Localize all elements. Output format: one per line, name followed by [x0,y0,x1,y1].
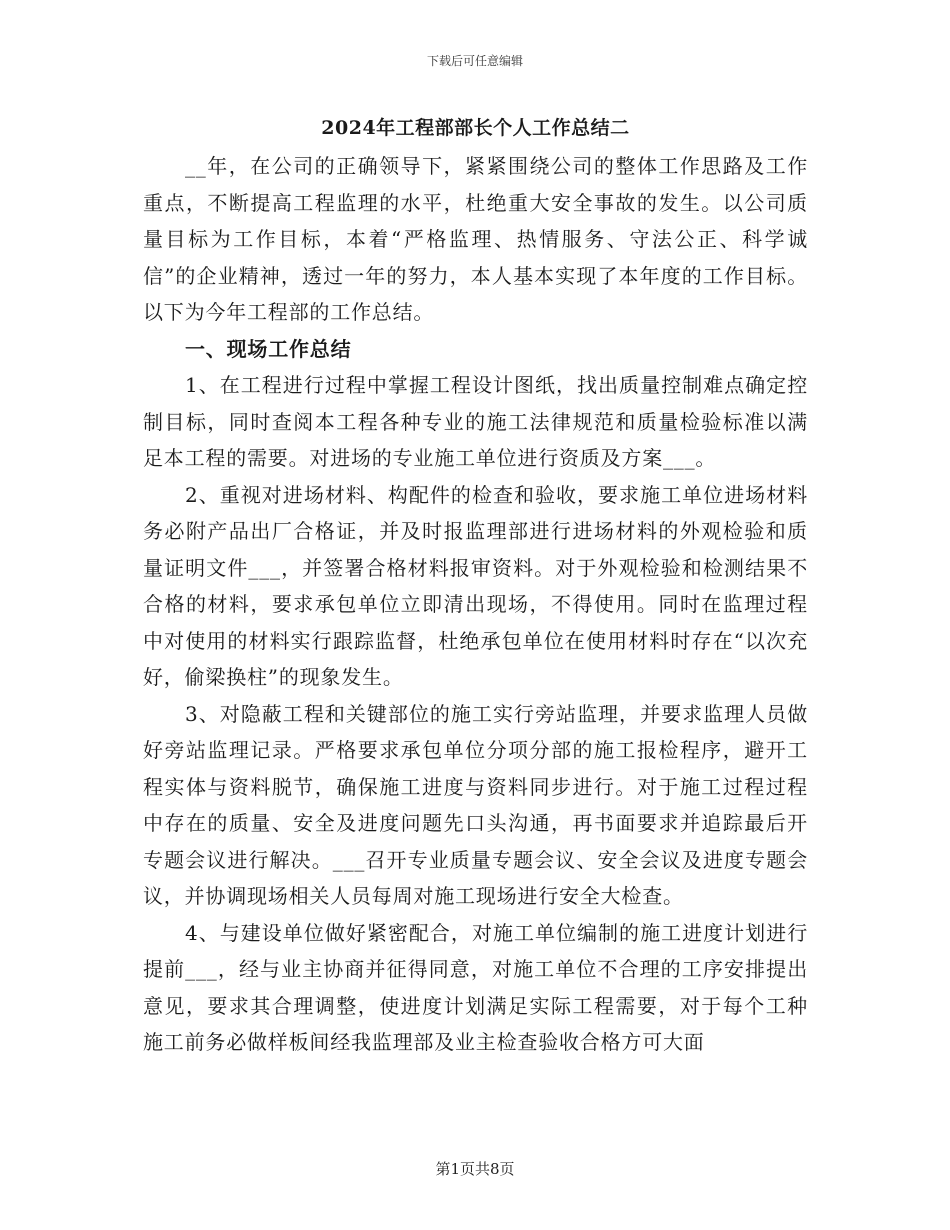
page-header: 下载后可任意编辑 [426,54,523,68]
section-paragraph-3: 3、对隐蔽工程和关键部位的施工实行旁站监理，并要求监理人员做好旁站监理记录。严格要求承包单位分项分部的施工报检程序，避开工程实体与资料脱节，确保施工进度与资料同步进行。对于施工过程过程中存在的质量、安全及进度问题先口头沟通，再书面要求并追踪最后开专题会议进行解决。___召开专业质量专题会议、安全会议及进度专题会议，并协调现场相关人员每周对施工现场进行安全大检查。 [143,701,808,908]
page-footer: 第1页共8页 [435,1160,515,1178]
section-paragraph-2: 2、重视对进场材料、构配件的检查和验收，要求施工单位进场材料务必附产品出厂合格证，并及时报监理部进行进场材料的外观检验和质量证明文件___，并签署合格材料报审资料。对于外观检验和检测结果不合格的材料，要求承包单位立即清出现场，不得使用。同时在监理过程中对使用的材料实行跟踪监督，杜绝承包单位在使用材料时存在“以次充好，偷梁换柱”的现象发生。 [143,482,808,689]
section-heading: 一、现场工作总结 [185,336,352,361]
intro-paragraph: __年，在公司的正确领导下，紧紧围绕公司的整体工作思路及工作重点，不断提高工程监理的水平，杜绝重大安全事故的发生。以公司质量目标为工作目标，本着“严格监理、热情服务、守法公正、科学诚信”的企业精神，透过一年的努力，本人基本实现了本年度的工作目标。以下为今年工程部的工作总结。 [143,154,808,324]
section-paragraph-1: 1、在工程进行过程中掌握工程设计图纸，找出质量控制难点确定控制目标，同时查阅本工程各种专业的施工法律规范和质量检验标准以满足本工程的需要。对进场的专业施工单位进行资质及方案___。 [143,373,808,470]
section-paragraph-4: 4、与建设单位做好紧密配合，对施工单位编制的施工进度计划进行提前___，经与业主协商并征得同意，对施工单位不合理的工序安排提出意见，要求其合理调整，使进度计划满足实际工程需要，对于每个工种施工前务必做样板间经我监理部及业主检查验收合格方可大面 [143,920,808,1054]
document-body [143,108,808,1061]
document-title: 2024年工程部部长个人工作总结二 [321,117,630,139]
